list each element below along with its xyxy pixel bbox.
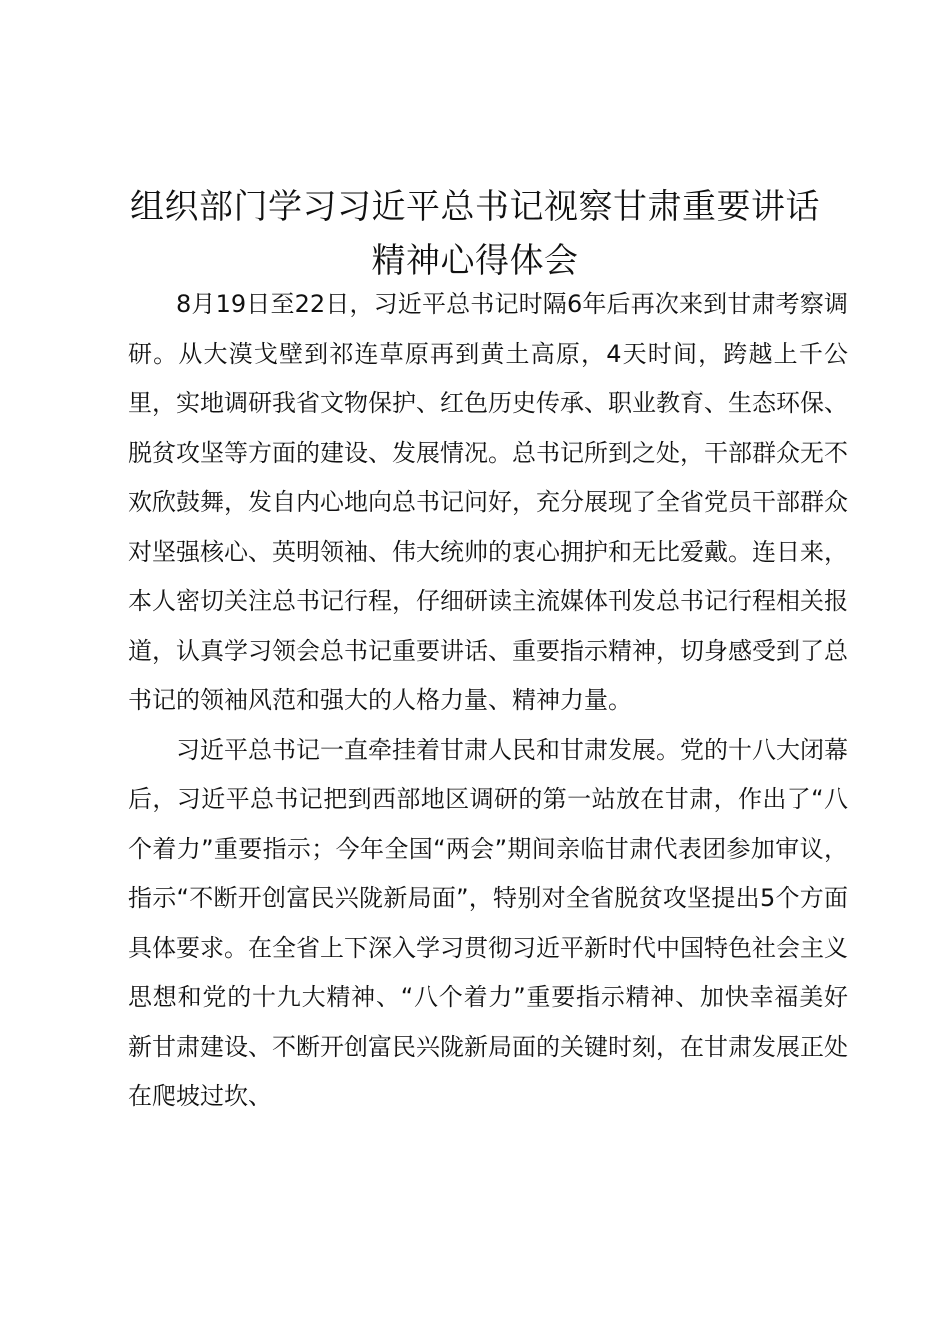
title-line-2: 精神心得体会	[371, 241, 579, 281]
document-body	[128, 280, 848, 1122]
paragraph-1: 8月19日至22日，习近平总书记时隔6年后再次来到甘肃考察调研。从大漠戈壁到祁连草原再到黄土高原，4天时间，跨越上千公里，实地调研我省文物保护、红色历史传承、职业教育、生态环保、脱贫攻坚等方面的建设、发展情况。总书记所到之处，干部群众无不欢欣鼓舞，发自内心地向总书记问好，充分展现了全省党员干部群众对坚强核心、英明领袖、伟大统帅的衷心拥护和无比爱戴。连日来，本人密切关注总书记行程，仔细研读主流媒体刊发总书记行程相关报道，认真学习领会总书记重要讲话、重要指示精神，切身感受到了总书记的领袖风范和强大的人格力量、精神力量。	[128, 290, 848, 714]
document-title	[100, 180, 850, 288]
paragraph-2: 习近平总书记一直牵挂着甘肃人民和甘肃发展。党的十八大闭幕后，习近平总书记把到西部地区调研的第一站放在甘肃，作出了“八个着力”重要指示；今年全国“两会”期间亲临甘肃代表团参加审议，指示“不断开创富民兴陇新局面”，特别对全省脱贫攻坚提出5个方面具体要求。在全省上下深入学习贯彻习近平新时代中国特色社会主义思想和党的十九大精神、“八个着力”重要指示精神、加快幸福美好新甘肃建设、不断开创富民兴陇新局面的关键时刻，在甘肃发展正处在爬坡过坎、	[128, 735, 848, 1110]
title-line-1: 组织部门学习习近平总书记视察甘肃重要讲话	[130, 187, 820, 227]
